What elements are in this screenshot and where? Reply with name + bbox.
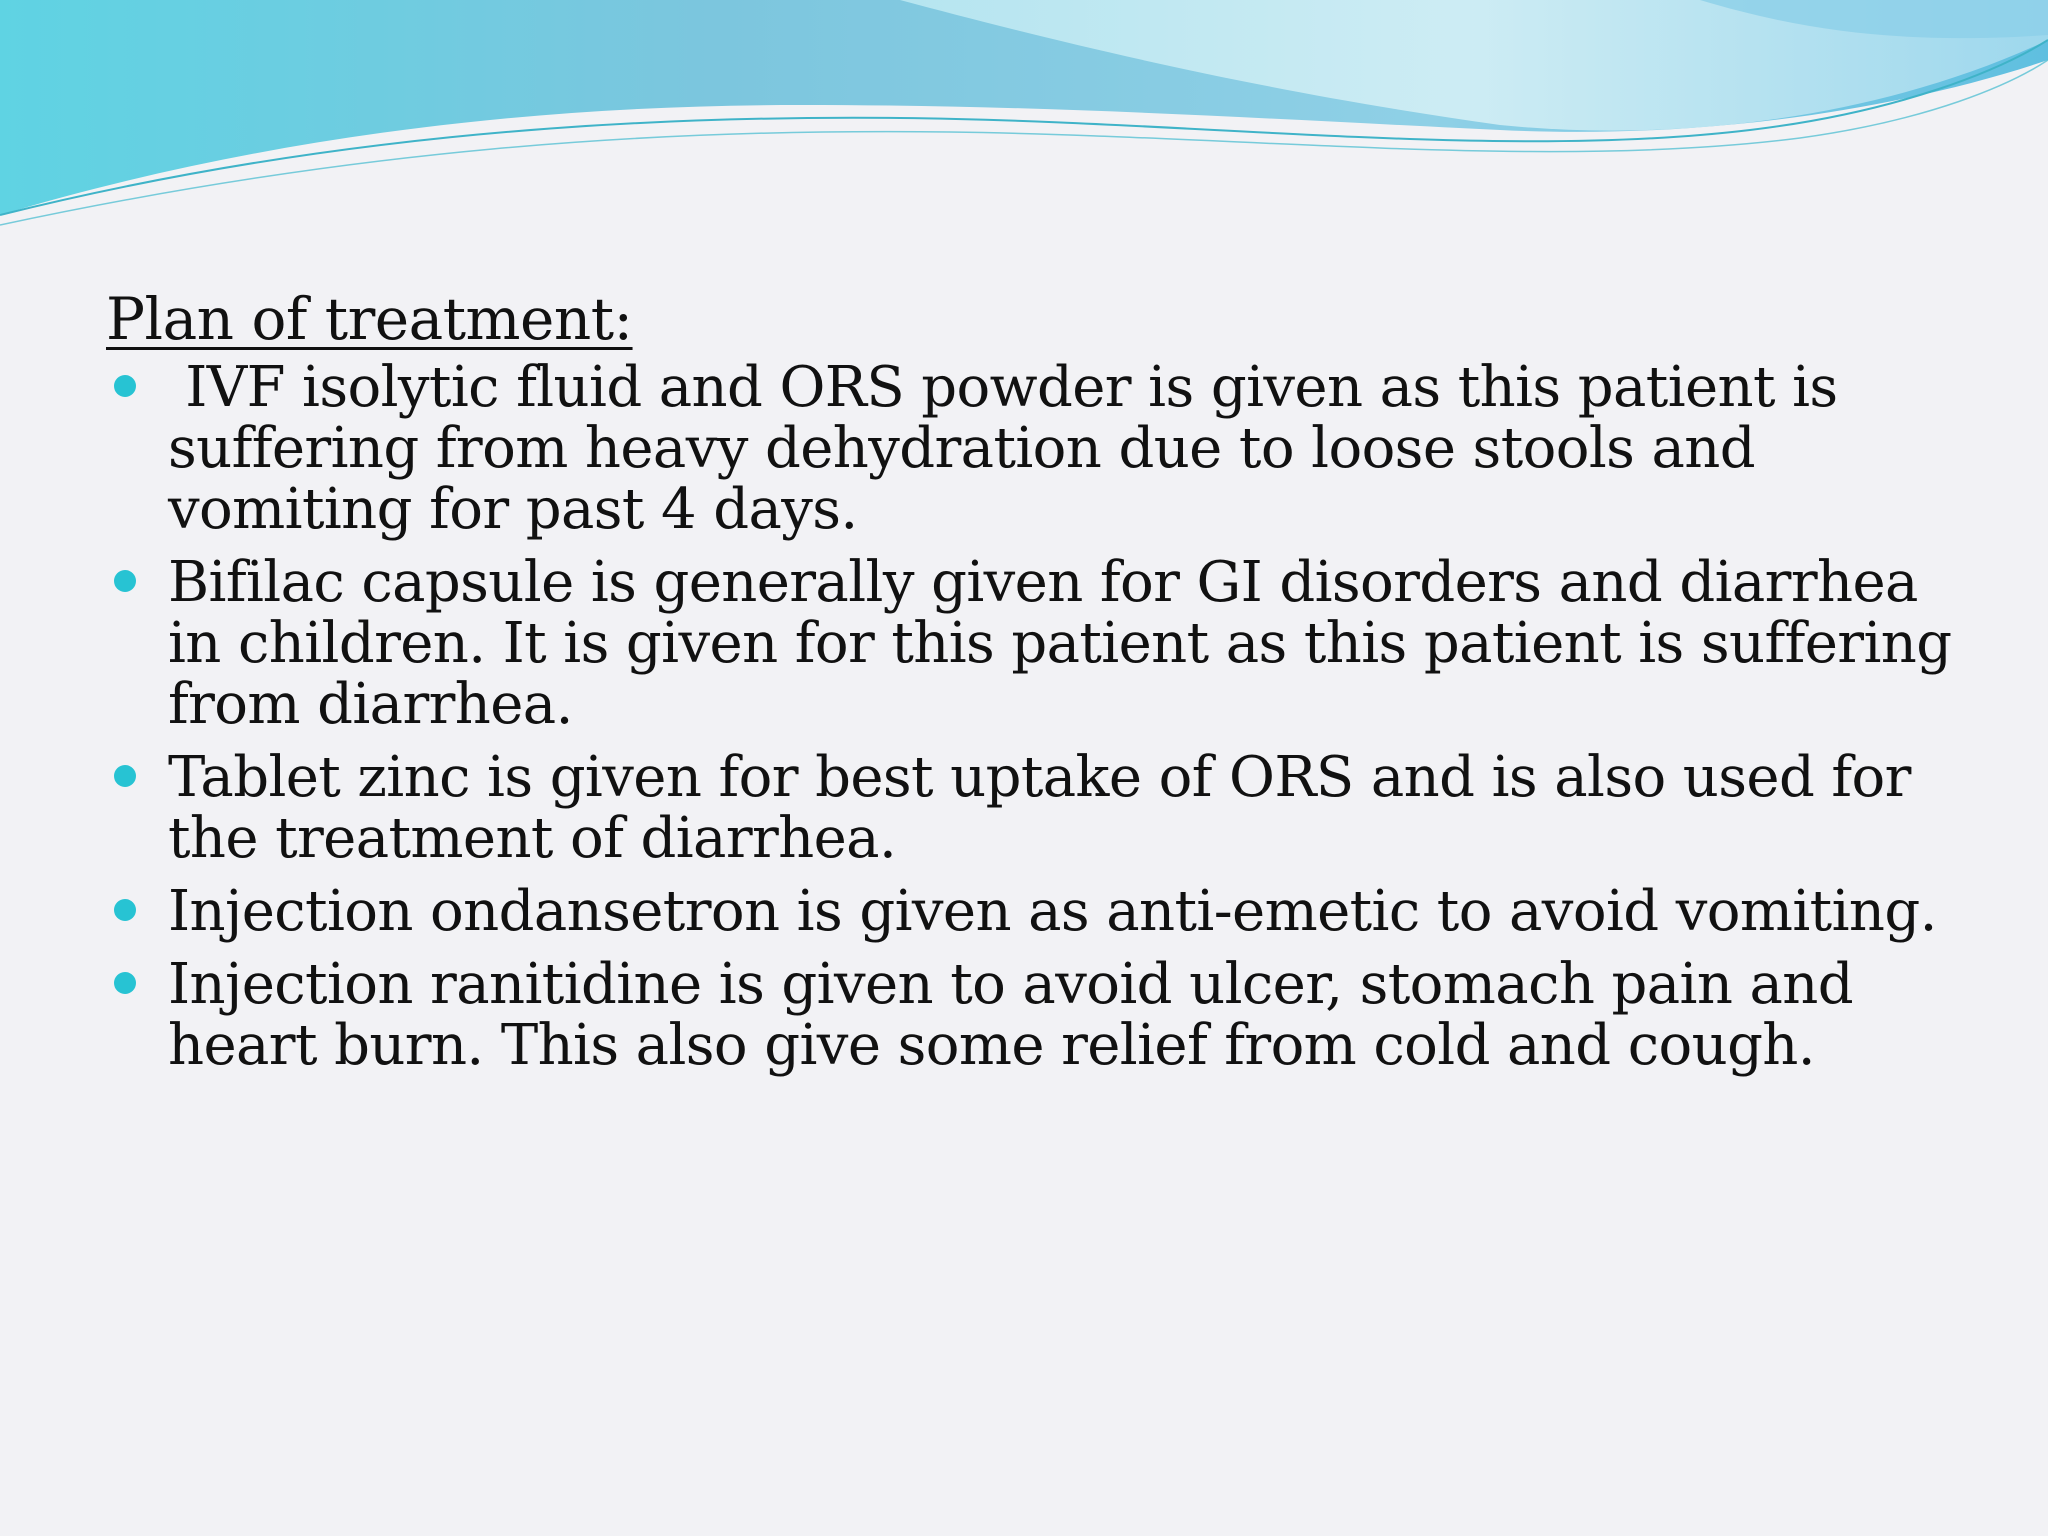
bullet-text: IVF isolytic fluid and ORS powder is given as this patient is suffering from heavy dehydration due to loose stools and vomiting for past 4 days. [168, 355, 1855, 542]
bullet-list [106, 357, 1986, 1076]
header-wave-decoration [0, 0, 2048, 240]
bullet-text: Bifilac capsule is generally given for GI disorders and diarrhea in children. It is given for this patient as this patient is suffering from diarrhea. [168, 550, 1952, 737]
bullet-item [106, 357, 1986, 540]
bullet-text: Injection ondansetron is given as anti-emetic to avoid vomiting. [168, 879, 1937, 944]
bullet-icon [114, 765, 136, 787]
slide-heading: Plan of treatment: [106, 285, 633, 353]
bullet-text: Injection ranitidine is given to avoid ulcer, stomach pain and heart burn. This also give some relief from cold and cough. [168, 952, 1854, 1078]
bullet-text: Tablet zinc is given for best uptake of ORS and is also used for the treatment of diarrhea. [168, 745, 1911, 871]
bullet-icon [114, 375, 136, 397]
bullet-item [106, 747, 1986, 869]
bullet-icon [114, 899, 136, 921]
bullet-item [106, 552, 1986, 735]
bullet-item [106, 881, 1986, 942]
bullet-item [106, 954, 1986, 1076]
bullet-icon [114, 972, 136, 994]
slide-content [106, 283, 1986, 1088]
bullet-icon [114, 570, 136, 592]
